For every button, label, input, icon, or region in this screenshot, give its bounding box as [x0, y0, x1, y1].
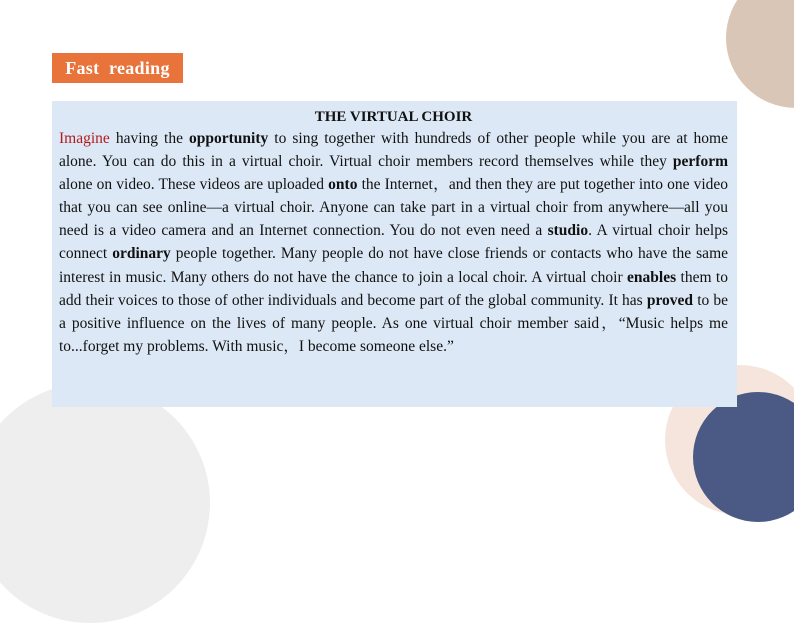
highlighted-word: Imagine [59, 130, 110, 147]
key-word: opportunity [189, 130, 269, 147]
section-label-fast-reading: Fast reading [52, 53, 183, 83]
passage-box [52, 101, 737, 407]
key-word: onto [328, 176, 358, 194]
passage-body [59, 127, 728, 358]
key-word: studio [547, 222, 589, 240]
passage-text: people together. Many people do not have close friends or contacts who have the same interest in music. Many others do not have the chance to join a local choir. A virtual choir [59, 245, 728, 286]
key-word: ordinary [112, 245, 171, 263]
key-word: enables [627, 268, 677, 286]
passage-text: . A virtual choir helps connect [59, 222, 728, 263]
decorative-circle-bottom-left [0, 383, 210, 623]
passage-text: alone on video. These videos are uploaded [59, 176, 329, 194]
passage-text: to be a positive influence on the lives of many people. As one virtual choir member said，“Music helps me to...forget my problems. With music，I become someone else.” [59, 291, 729, 355]
passage-text: them to add their voices to those of other individuals and become part of the global community. It has [59, 268, 728, 309]
key-word: perform [672, 153, 728, 171]
passage-text: having the [109, 130, 190, 147]
key-word: proved [646, 291, 694, 309]
decorative-circle-top-right [726, 0, 794, 108]
passage-title: THE VIRTUAL CHOIR [314, 109, 473, 125]
passage-text: the Internet，and then they are put together into one video that you can see online—a virtual choir. Anyone can take part in a virtual choir from anywhere—all you need is a video camera and an Internet connection. You do not even need a [59, 176, 729, 240]
passage-text: to sing together with hundreds of other people while you are at home alone. You can do this in a virtual choir. Virtual choir members record themselves while they [59, 130, 728, 171]
